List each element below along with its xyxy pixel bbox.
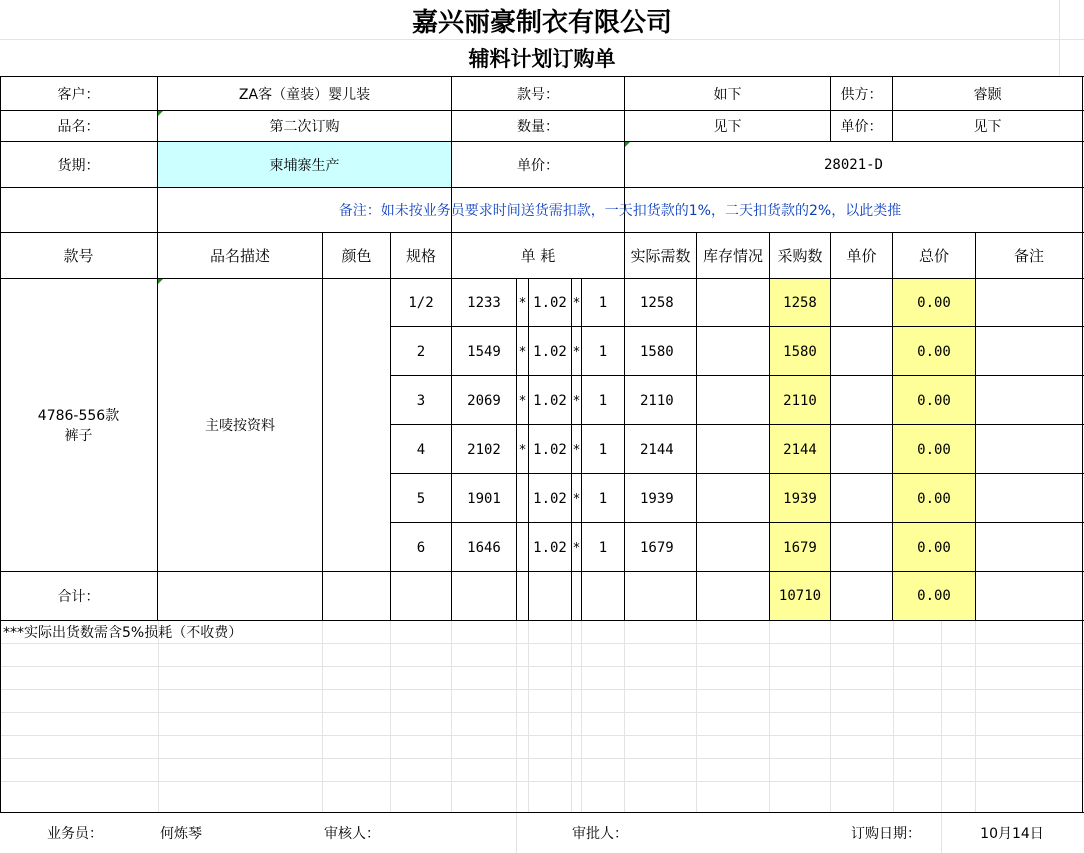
purchase-cell[interactable]: 1258 [783,295,817,311]
footnote: ***实际出货数需含5%损耗（不收费） [3,625,243,641]
actual-need-cell[interactable]: 1679 [640,540,674,556]
header-size: 规格 [405,247,436,265]
approver-label: 审批人： [572,826,628,842]
product-label: 品名： [57,119,100,135]
multiplier-cell[interactable]: 1 [598,540,608,556]
reviewer-label: 审核人： [324,826,380,842]
note-text[interactable]: 备注：如未按业务员要求时间送货需扣款，一天扣货款的1%，二天扣货款的2%，以此类推 [338,203,902,219]
multiplier-cell[interactable]: 1 [598,442,608,458]
header-desc: 品名描述 [209,247,270,265]
total-price-cell[interactable]: 0.00 [917,393,951,409]
desc-cell[interactable]: 主唛按资料 [205,418,275,434]
header-style-no: 款号 [63,247,94,265]
multiply-sign[interactable]: * [519,393,526,409]
quantity-label: 数量： [517,119,559,135]
base-cell[interactable]: 1549 [467,344,501,360]
actual-need-cell[interactable]: 1258 [640,295,674,311]
delivery-label: 货期： [57,157,100,174]
purchase-cell[interactable]: 2110 [783,393,817,409]
base-cell[interactable]: 2069 [467,393,501,409]
style-no-value[interactable]: 如下 [713,86,742,103]
factor-cell[interactable]: 1.02 [533,491,567,507]
header-unit-price: 单价 [846,247,877,265]
size-cell[interactable]: 5 [416,491,426,507]
multiplier-cell[interactable]: 1 [598,491,608,507]
total-price-cell[interactable]: 0.00 [917,540,951,556]
multiply-sign[interactable]: * [519,344,526,360]
multiply-sign[interactable]: * [573,344,580,360]
size-cell[interactable]: 2 [416,344,426,360]
actual-need-cell[interactable]: 1580 [640,344,674,360]
total-price-cell[interactable]: 0.00 [917,295,951,311]
purchase-cell[interactable]: 1679 [783,540,817,556]
style-item-value: 裤子 [64,428,93,444]
total-price-cell[interactable]: 0.00 [917,442,951,458]
order-date-label: 订购日期： [851,826,921,842]
style-no-cell[interactable] [0,279,157,571]
salesman-label: 业务员： [47,826,103,842]
multiply-sign[interactable] [517,524,528,572]
header-consumption: 单 耗 [520,247,556,265]
form-title: 辅料计划订购单 [468,46,616,71]
header-color: 颜色 [341,247,372,265]
base-cell[interactable]: 2102 [467,442,501,458]
purchase-cell[interactable]: 2144 [783,442,817,458]
total-label: 合计： [57,589,100,605]
style-no-label: 款号： [517,86,559,103]
multiply-sign[interactable] [517,475,528,523]
header-total-price: 总价 [918,247,949,265]
delivery-value[interactable]: 柬埔寨生产 [269,157,340,174]
header-purchase-qty: 采购数 [777,247,823,265]
multiply-sign[interactable]: * [573,295,580,311]
factor-cell[interactable]: 1.02 [533,295,567,311]
unit-price-label: 单价： [840,119,883,135]
purchase-cell[interactable]: 1580 [783,344,817,360]
multiply-sign[interactable]: * [519,295,526,311]
multiply-sign[interactable]: * [573,540,580,556]
size-cell[interactable]: 3 [416,393,426,409]
product-value[interactable]: 第二次订购 [269,119,340,135]
total-purchase[interactable]: 10710 [778,588,822,604]
order-date-value[interactable]: 10月14日 [980,826,1044,842]
quantity-value[interactable]: 见下 [713,119,742,135]
supplier-value[interactable]: 睿颢 [973,86,1002,103]
salesman-value[interactable]: 何炼琴 [160,826,202,842]
size-cell[interactable]: 6 [416,540,426,556]
factor-cell[interactable]: 1.02 [533,344,567,360]
unit-price2-value[interactable]: 28021-D [823,156,883,173]
multiplier-cell[interactable]: 1 [598,295,608,311]
total-price-cell[interactable]: 0.00 [917,491,951,507]
multiplier-cell[interactable]: 1 [598,393,608,409]
total-price-cell[interactable]: 0.00 [917,344,951,360]
style-no-value: 4786-556款 [37,408,120,424]
actual-need-cell[interactable]: 2144 [640,442,674,458]
multiply-sign[interactable]: * [573,393,580,409]
size-cell[interactable]: 4 [416,442,426,458]
header-remark: 备注 [1013,247,1044,265]
factor-cell[interactable]: 1.02 [533,540,567,556]
unit-price2-label: 单价： [517,157,559,174]
multiply-sign[interactable]: * [519,442,526,458]
purchase-cell[interactable]: 1939 [783,491,817,507]
unit-price-value[interactable]: 见下 [973,119,1002,135]
total-price[interactable]: 0.00 [917,588,951,604]
base-cell[interactable]: 1901 [467,491,501,507]
customer-value[interactable]: ZA客（童装）婴儿装 [238,86,371,103]
size-cell[interactable]: 1/2 [408,295,434,311]
company-name: 嘉兴丽豪制衣有限公司 [411,7,672,38]
actual-need-cell[interactable]: 1939 [640,491,674,507]
multiply-sign[interactable]: * [573,491,580,507]
header-stock: 库存情况 [702,247,763,265]
actual-need-cell[interactable]: 2110 [640,393,674,409]
multiply-sign[interactable]: * [573,442,580,458]
customer-label: 客户： [57,86,100,103]
header-actual-need: 实际需数 [630,247,691,265]
factor-cell[interactable]: 1.02 [533,393,567,409]
base-cell[interactable]: 1646 [467,540,501,556]
supplier-label: 供方： [840,86,883,103]
factor-cell[interactable]: 1.02 [533,442,567,458]
multiplier-cell[interactable]: 1 [598,344,608,360]
base-cell[interactable]: 1233 [467,295,501,311]
